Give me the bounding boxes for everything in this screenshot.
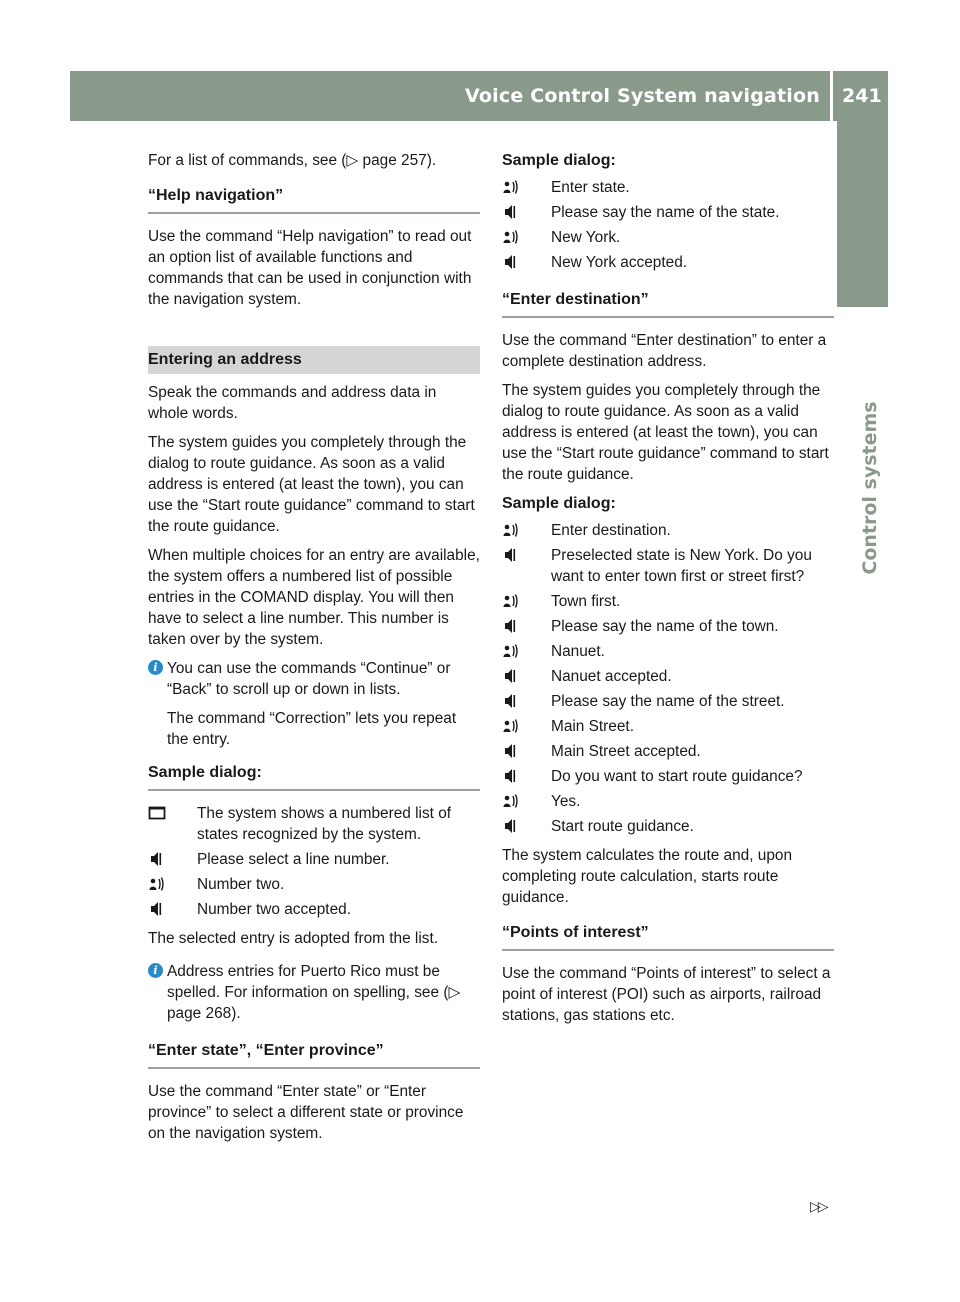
paragraph-2: The system guides you completely through the dialog to route guidance. As soon as a valid address is entered (at least the town), you can use the “Start route guidance” command to start the route guidance. xyxy=(148,434,475,535)
sample-dialog-heading-2: Sample dialog: xyxy=(502,495,616,512)
system-speaker-icon xyxy=(502,203,520,221)
dialog-row-text: Yes. xyxy=(551,793,581,810)
dialog-row-text: Main Street. xyxy=(551,718,634,735)
sample-dialog-destination xyxy=(502,520,834,837)
user-voice-icon xyxy=(502,592,520,610)
dialog-row xyxy=(502,520,834,541)
dialog-row xyxy=(148,899,480,920)
dialog-row xyxy=(502,741,834,762)
dialog-row xyxy=(502,716,834,737)
system-speaker-icon xyxy=(502,253,520,271)
dialog-row-text: Enter destination. xyxy=(551,522,671,539)
enter-destination-heading: “Enter destination” xyxy=(502,291,649,308)
dialog-row xyxy=(502,816,834,837)
user-voice-icon xyxy=(502,178,520,196)
help-navigation-text: Use the command “Help navigation” to read out an option list of available functions and commands that can be used in conjunction with the navigation system. xyxy=(148,228,472,308)
dialog-row-text: Please say the name of the state. xyxy=(551,204,780,221)
section-title-box xyxy=(148,346,480,374)
dialog-row xyxy=(502,202,834,223)
dialog-row-text: Please select a line number. xyxy=(197,851,390,868)
dialog-row xyxy=(502,227,834,248)
user-voice-icon xyxy=(148,875,166,893)
header-title: Voice Control System navigation xyxy=(465,85,820,107)
system-speaker-icon xyxy=(148,850,166,868)
heading-rule xyxy=(502,949,834,951)
side-tab xyxy=(837,121,888,307)
dialog-row xyxy=(502,177,834,198)
dialog-row-text: Enter state. xyxy=(551,179,630,196)
dialog-row-text: Town first. xyxy=(551,593,621,610)
route-calculation-text: The system calculates the route and, upon completing route calculation, starts route guidance. xyxy=(502,847,793,906)
user-voice-icon xyxy=(502,228,520,246)
points-of-interest-text: Use the command “Points of interest” to select a point of interest (POI) such as airports, railroad stations, gas stations etc. xyxy=(502,965,831,1024)
side-tab-label: Control systems xyxy=(859,401,881,575)
dialog-row-text: Please say the name of the street. xyxy=(551,693,785,710)
dialog-row-text: The system shows a numbered list of states recognized by the system. xyxy=(197,805,452,843)
sample-dialog-heading-1: Sample dialog: xyxy=(502,152,616,169)
info-icon: i xyxy=(148,963,163,978)
right-column xyxy=(502,150,834,1034)
enter-destination-text-2: The system guides you completely through the dialog to route guidance. As soon as a valid address is entered (at least the town), you can use the “Start route guidance” command to start the route guidance. xyxy=(502,382,829,483)
system-speaker-icon xyxy=(502,667,520,685)
dialog-row-text: Start route guidance. xyxy=(551,818,694,835)
dialog-row-text: Please say the name of the town. xyxy=(551,618,779,635)
system-speaker-icon xyxy=(502,692,520,710)
heading-rule xyxy=(148,789,480,791)
info-icon: i xyxy=(148,660,163,675)
points-of-interest-heading: “Points of interest” xyxy=(502,924,649,941)
info-note-1 xyxy=(148,658,480,750)
intro-text: For a list of commands, see (▷ page 257). xyxy=(148,152,437,169)
info-note-1-text-a: You can use the commands “Continue” or “Back” to scroll up or down in lists. xyxy=(167,660,451,698)
dialog-row-text: Number two. xyxy=(197,876,285,893)
info-note-1-text-b: The command “Correction” lets you repeat the entry. xyxy=(167,710,457,748)
dialog-row-text: Preselected state is New York. Do you want to enter town first or street first? xyxy=(551,547,812,585)
dialog-row-text: Main Street accepted. xyxy=(551,743,701,760)
heading-rule xyxy=(148,212,480,214)
dialog-row xyxy=(148,874,480,895)
header-divider xyxy=(830,71,833,121)
dialog-row xyxy=(502,691,834,712)
page-number: 241 xyxy=(842,85,882,107)
dialog-row xyxy=(502,766,834,787)
dialog-row xyxy=(502,791,834,812)
dialog-row xyxy=(502,666,834,687)
enter-state-text: Use the command “Enter state” or “Enter province” to select a different state or province on the navigation system. xyxy=(148,1083,464,1142)
user-voice-icon xyxy=(502,642,520,660)
user-voice-icon xyxy=(502,792,520,810)
info-note-2-text: Address entries for Puerto Rico must be spelled. For information on spelling, see (▷ page 268). xyxy=(167,963,461,1022)
dialog-row xyxy=(502,545,834,587)
dialog-row-text: Nanuet accepted. xyxy=(551,668,672,685)
dialog-row xyxy=(148,849,480,870)
system-speaker-icon xyxy=(148,900,166,918)
enter-destination-text-1: Use the command “Enter destination” to enter a complete destination address. xyxy=(502,332,827,370)
dialog-row xyxy=(502,252,834,273)
system-speaker-icon xyxy=(502,742,520,760)
display-icon xyxy=(148,804,166,822)
dialog-row-text: Do you want to start route guidance? xyxy=(551,768,803,785)
system-speaker-icon xyxy=(502,617,520,635)
dialog-row xyxy=(148,803,480,845)
paragraph-3: When multiple choices for an entry are available, the system offers a numbered list of possible entries in the COMAND display. You will then have to select a line number. This number is taken over by the system. xyxy=(148,547,480,648)
heading-rule xyxy=(148,1067,480,1069)
after-dialog-text: The selected entry is adopted from the list. xyxy=(148,930,439,947)
enter-state-heading: “Enter state”, “Enter province” xyxy=(148,1042,384,1059)
user-voice-icon xyxy=(502,717,520,735)
dialog-row-text: New York. xyxy=(551,229,621,246)
dialog-row xyxy=(502,616,834,637)
sample-dialog-state xyxy=(502,177,834,273)
page-header xyxy=(70,71,888,121)
paragraph-1: Speak the commands and address data in whole words. xyxy=(148,384,437,422)
dialog-row xyxy=(502,591,834,612)
system-speaker-icon xyxy=(502,546,520,564)
help-navigation-heading: “Help navigation” xyxy=(148,187,284,204)
system-speaker-icon xyxy=(502,767,520,785)
dialog-row-text: New York accepted. xyxy=(551,254,688,271)
system-speaker-icon xyxy=(502,817,520,835)
dialog-row-text: Number two accepted. xyxy=(197,901,351,918)
user-voice-icon xyxy=(502,521,520,539)
left-column xyxy=(148,150,480,1152)
info-note-2 xyxy=(148,961,480,1024)
dialog-row-text: Nanuet. xyxy=(551,643,605,660)
section-title: Entering an address xyxy=(148,351,302,368)
heading-rule xyxy=(502,316,834,318)
dialog-row xyxy=(502,641,834,662)
sample-dialog-left xyxy=(148,803,480,920)
sample-dialog-heading: Sample dialog: xyxy=(148,764,262,781)
continue-marker: ▷▷ xyxy=(810,1198,826,1214)
